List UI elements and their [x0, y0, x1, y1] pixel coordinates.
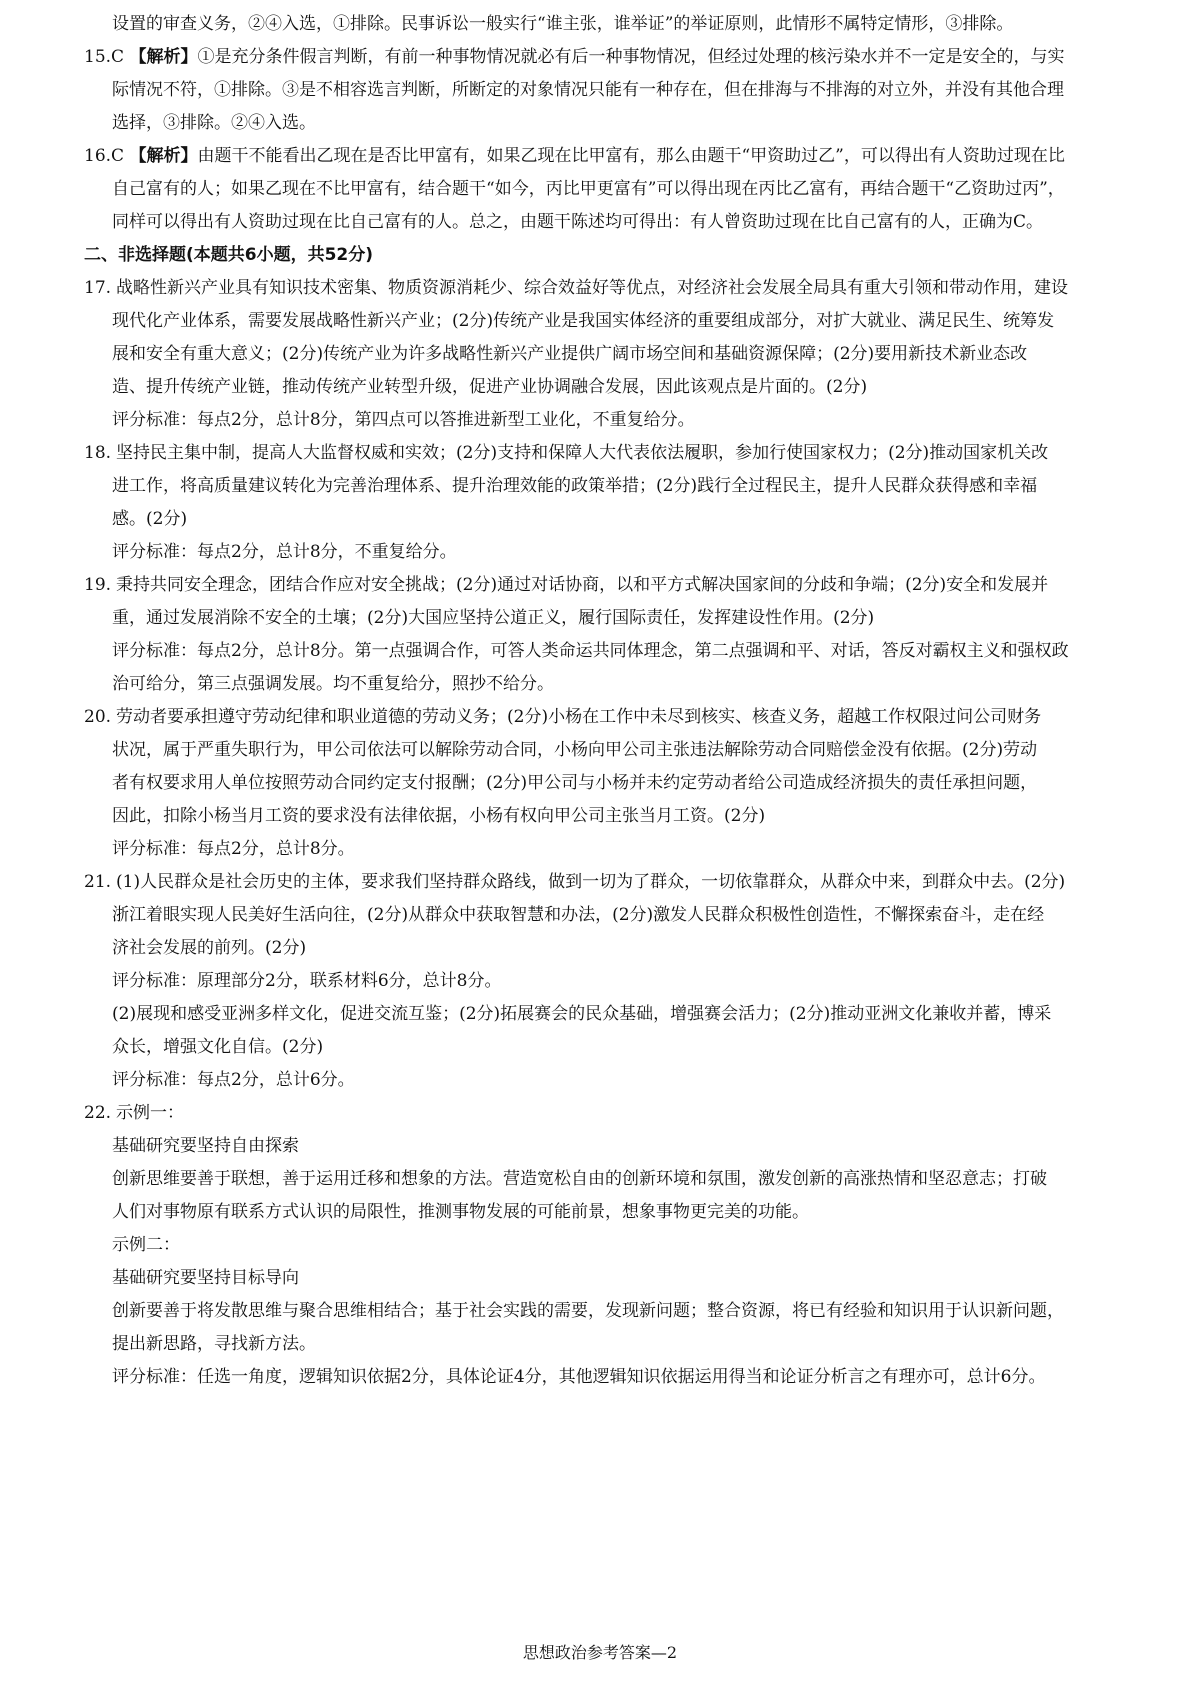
text-line: 造、提升传统产业链，推动传统产业转型升级，促进产业协调融合发展，因此该观点是片面的。(2分) [112, 377, 868, 397]
example-title: 基础研究要坚持目标导向 [112, 1268, 299, 1288]
text-line: 进工作，将高质量建议转化为完善治理体系、提升治理效能的政策举措；(2分)践行全过程民主，提升人民群众获得感和幸福 [112, 476, 1038, 496]
text-line: 战略性新兴产业具有知识技术密集、物质资源消耗少、综合效益好等优点，对经济社会发展全局具有重大引领和带动作用，建设 [116, 278, 1068, 298]
text-line: 秉持共同安全理念，团结合作应对安全挑战；(2分)通过对话协商，以和平方式解决国家间的分歧和争端；(2分)安全和发展并 [116, 575, 1049, 595]
text-line: 展和安全有重大意义；(2分)传统产业为许多战略性新兴产业提供广阔市场空间和基础资源保障；(2分)要用新技术新业态改 [112, 344, 1028, 364]
text-line: 状况，属于严重失职行为，甲公司依法可以解除劳动合同，小杨向甲公司主张违法解除劳动合同赔偿金没有依据。(2分)劳动 [112, 740, 1038, 760]
section-heading: 二、非选择题(本题共6小题，共52分) [84, 245, 374, 265]
analysis-tag: 【解析】 [129, 146, 198, 166]
scoring-criteria: 评分标准：每点2分，总计6分。 [112, 1070, 355, 1090]
text-line: 由题干不能看出乙现在是否比甲富有，如果乙现在比甲富有，那么由题干“甲资助过乙”，可以得出有人资助过现在比 [197, 146, 1065, 166]
page-footer: 思想政治参考答案—2 [522, 1643, 678, 1662]
text-line: 际情况不符，①排除。③是不相容选言判断，所断定的对象情况只能有一种存在，但在排海与不排海的对立外，并没有其他合理 [112, 80, 1064, 100]
scoring-criteria: 评分标准：原理部分2分，联系材料6分，总计8分。 [112, 971, 502, 991]
example-label: 示例二： [112, 1235, 180, 1255]
text-line: 浙江着眼实现人民美好生活向往，(2分)从群众中获取智慧和办法，(2分)激发人民群众积极性创造性，不懈探索奋斗，走在经 [112, 905, 1045, 925]
analysis-tag: 【解析】 [129, 47, 198, 67]
text-line: 自己富有的人；如果乙现在不比甲富有，结合题干“如今，丙比甲更富有”可以得出现在丙比乙富有，再结合题干“乙资助过丙”， [112, 179, 1065, 199]
answer-21 [84, 866, 1128, 899]
text-line: 众长，增强文化自信。(2分) [112, 1037, 324, 1057]
text-line: 设置的审查义务，②④入选，①排除。民事诉讼一般实行“谁主张，谁举证”的举证原则，此情形不属特定情形，③排除。 [112, 14, 1014, 34]
text-line: 同样可以得出有人资助过现在比自己富有的人。总之，由题干陈述均可得出：有人曾资助过现在比自己富有的人，正确为C。 [112, 212, 1044, 232]
text-line: 选择，③排除。②④入选。 [112, 113, 316, 133]
text-line: 者有权要求用人单位按照劳动合同约定支付报酬；(2分)甲公司与小杨并未约定劳动者给公司造成经济损失的责任承担问题， [112, 773, 1038, 793]
text-line: (2)展现和感受亚洲多样文化，促进交流互鉴；(2分)拓展赛会的民众基础，增强赛会活力；(2分)推动亚洲文化兼收并蓄，博采 [112, 1004, 1052, 1024]
question-number: 18. [84, 443, 112, 463]
text-line: 因此，扣除小杨当月工资的要求没有法律依据，小杨有权向甲公司主张当月工资。(2分) [112, 806, 766, 826]
question-number: 15.C [84, 47, 125, 67]
answer-22 [84, 1097, 1128, 1130]
text-line: ①是充分条件假言判断，有前一种事物情况就必有后一种事物情况，但经过处理的核污染水并不一定是安全的，与实 [197, 47, 1065, 67]
answer-19 [84, 569, 1128, 602]
text-line: 人们对事物原有联系方式认识的局限性，推测事物发展的可能前景，想象事物更完美的功能。 [112, 1202, 809, 1222]
question-number: 19. [84, 575, 112, 595]
text-line: 坚持民主集中制，提高人大监督权威和实效；(2分)支持和保障人大代表依法履职，参加行使国家权力；(2分)推动国家机关改 [116, 443, 1049, 463]
answer-20 [84, 701, 1128, 734]
scoring-criteria: 评分标准：每点2分，总计8分，不重复给分。 [112, 542, 457, 562]
scoring-criteria: 评分标准：每点2分，总计8分，第四点可以答推进新型工业化，不重复给分。 [112, 410, 695, 430]
text-line: 创新要善于将发散思维与聚合思维相结合；基于社会实践的需要，发现新问题；整合资源，将已有经验和知识用于认识新问题， [112, 1301, 1064, 1321]
text-line: 现代化产业体系，需要发展战略性新兴产业；(2分)传统产业是我国实体经济的重要组成部分，对扩大就业、满足民生、统筹发 [112, 311, 1055, 331]
question-number: 22. [84, 1103, 112, 1123]
question-number: 20. [84, 707, 112, 727]
example-title: 基础研究要坚持自由探索 [112, 1136, 299, 1156]
text-line: (1)人民群众是社会历史的主体，要求我们坚持群众路线，做到一切为了群众，一切依靠群众，从群众中来，到群众中去。(2分) [116, 872, 1066, 892]
text-line: 重，通过发展消除不安全的土壤；(2分)大国应坚持公道正义，履行国际责任，发挥建设性作用。(2分) [112, 608, 875, 628]
scoring-criteria: 治可给分，第三点强调发展。均不重复给分，照抄不给分。 [112, 674, 554, 694]
answer-17 [84, 272, 1128, 305]
text-line: 劳动者要承担遵守劳动纪律和职业道德的劳动义务；(2分)小杨在工作中未尽到核实、核查义务，超越工作权限过问公司财务 [116, 707, 1042, 727]
answer-18 [84, 437, 1128, 470]
text-line: 创新思维要善于联想，善于运用迁移和想象的方法。营造宽松自由的创新环境和氛围，激发创新的高涨热情和坚忍意志；打破 [112, 1169, 1047, 1189]
example-label: 示例一： [116, 1103, 184, 1123]
scoring-criteria: 评分标准：任选一角度，逻辑知识依据2分，具体论证4分，其他逻辑知识依据运用得当和论证分析言之有理亦可，总计6分。 [112, 1367, 1046, 1387]
text-line: 提出新思路，寻找新方法。 [112, 1334, 316, 1354]
question-number: 21. [84, 872, 112, 892]
scoring-criteria: 评分标准：每点2分，总计8分。第一点强调合作，可答人类命运共同体理念，第二点强调和平、对话，答反对霸权主义和强权政 [112, 641, 1069, 661]
text-line: 感。(2分) [112, 509, 188, 529]
answer-15 [84, 41, 1128, 74]
scoring-criteria: 评分标准：每点2分，总计8分。 [112, 839, 355, 859]
question-number: 16.C [84, 146, 125, 166]
answer-16 [84, 140, 1128, 173]
question-number: 17. [84, 278, 112, 298]
text-line: 济社会发展的前列。(2分) [112, 938, 307, 958]
